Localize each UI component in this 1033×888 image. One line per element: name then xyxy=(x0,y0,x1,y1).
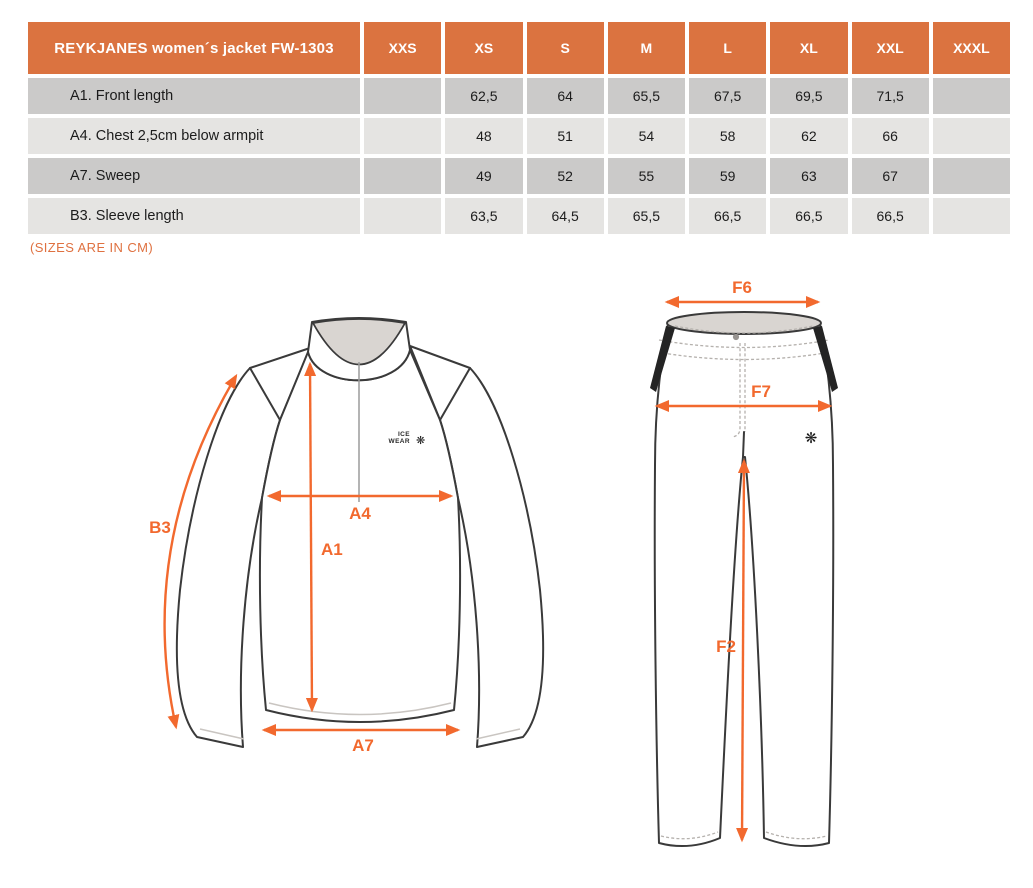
size-table xyxy=(28,22,1010,234)
sizes-note: (SIZES ARE IN CM) xyxy=(30,240,154,255)
size-value: 66 xyxy=(852,118,929,154)
col-header-xl: XL xyxy=(770,22,847,74)
size-value xyxy=(933,198,1010,234)
f7-label: F7 xyxy=(751,382,771,401)
waist-button xyxy=(733,334,739,340)
size-value: 65,5 xyxy=(608,78,685,114)
a4-label: A4 xyxy=(349,504,371,523)
row-label: A7. Sweep xyxy=(28,158,360,194)
size-value xyxy=(364,198,441,234)
size-value xyxy=(364,118,441,154)
size-value: 55 xyxy=(608,158,685,194)
size-value: 64 xyxy=(527,78,604,114)
size-value xyxy=(364,78,441,114)
col-header-xxxl: XXXL xyxy=(933,22,1010,74)
size-value: 49 xyxy=(445,158,522,194)
size-value: 63,5 xyxy=(445,198,522,234)
f2-arrow xyxy=(742,461,744,840)
size-value xyxy=(933,158,1010,194)
snowflake-icon: ❋ xyxy=(416,435,426,447)
size-value: 63 xyxy=(770,158,847,194)
size-value: 62,5 xyxy=(445,78,522,114)
size-value: 71,5 xyxy=(852,78,929,114)
size-value: 66,5 xyxy=(852,198,929,234)
size-value: 51 xyxy=(527,118,604,154)
b3-label: B3 xyxy=(149,518,171,537)
row-label: A4. Chest 2,5cm below armpit xyxy=(28,118,360,154)
f2-label: F2 xyxy=(716,637,736,656)
size-value: 54 xyxy=(608,118,685,154)
size-value xyxy=(933,78,1010,114)
col-header-xxs: XXS xyxy=(364,22,441,74)
size-value: 67 xyxy=(852,158,929,194)
jacket-body xyxy=(260,350,460,722)
col-header-xs: XS xyxy=(445,22,522,74)
size-value: 59 xyxy=(689,158,766,194)
col-header-s: S xyxy=(527,22,604,74)
svg-text:ICE: ICE xyxy=(397,431,410,438)
svg-text:WEAR: WEAR xyxy=(388,438,410,445)
size-value: 52 xyxy=(527,158,604,194)
size-value: 66,5 xyxy=(689,198,766,234)
size-value xyxy=(364,158,441,194)
a7-label: A7 xyxy=(352,736,374,755)
waist-opening xyxy=(667,312,821,334)
size-value: 58 xyxy=(689,118,766,154)
col-header-l: L xyxy=(689,22,766,74)
f6-label: F6 xyxy=(732,280,752,297)
row-label: B3. Sleeve length xyxy=(28,198,360,234)
a1-label: A1 xyxy=(321,540,343,559)
size-value: 67,5 xyxy=(689,78,766,114)
col-header-xxl: XXL xyxy=(852,22,929,74)
pants-diagram xyxy=(630,280,880,880)
size-value: 65,5 xyxy=(608,198,685,234)
size-value xyxy=(933,118,1010,154)
snowflake-icon: ❋ xyxy=(804,430,818,447)
jacket-diagram xyxy=(120,290,560,780)
size-value: 66,5 xyxy=(770,198,847,234)
size-value: 64,5 xyxy=(527,198,604,234)
size-value: 62 xyxy=(770,118,847,154)
row-label: A1. Front length xyxy=(28,78,360,114)
crotch-seam xyxy=(743,432,744,457)
col-header-m: M xyxy=(608,22,685,74)
table-title: REYKJANES women´s jacket FW-1303 xyxy=(28,22,360,74)
size-value: 48 xyxy=(445,118,522,154)
size-value: 69,5 xyxy=(770,78,847,114)
